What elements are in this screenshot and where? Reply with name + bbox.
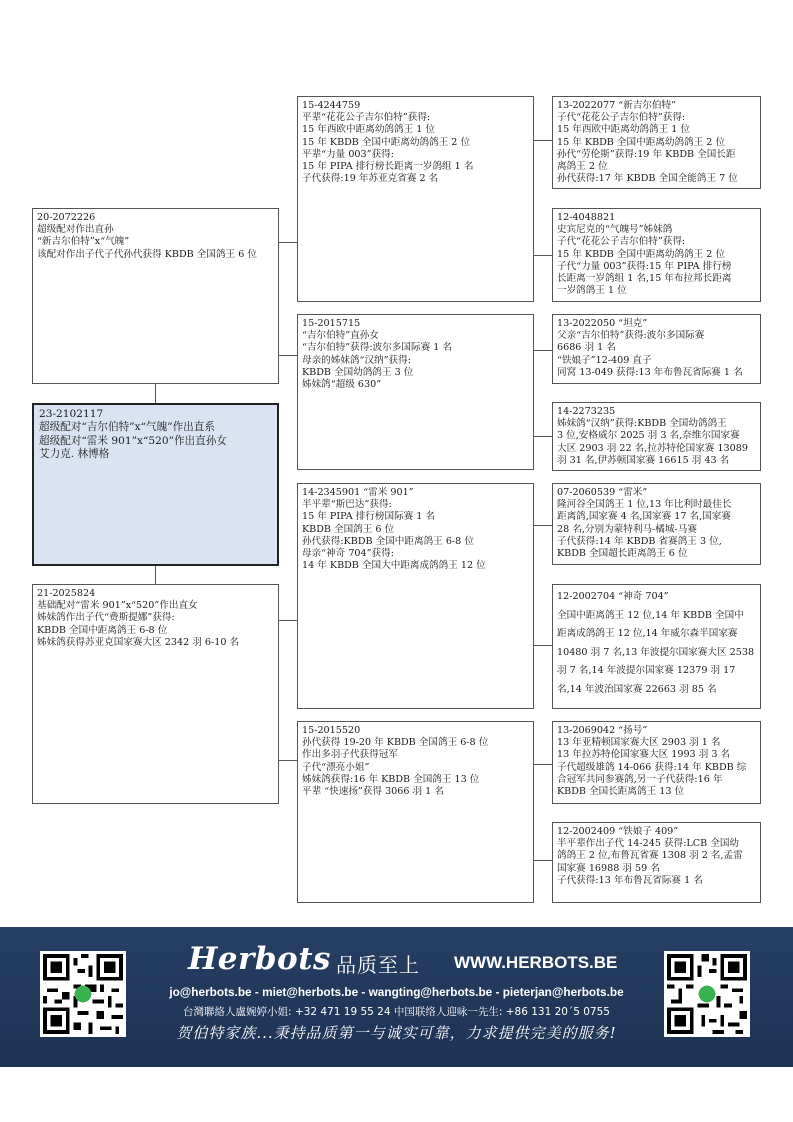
brand-header xyxy=(188,941,618,977)
dam-line: KBDB 全国中距离鸽王 6-8 位 xyxy=(37,624,168,636)
ggp2-line: 长距离一岁鸽组 1 名,15 年布拉邦长距离 xyxy=(557,273,732,285)
ggp2-line: 史宾尼克的“气魄号”姊妹鸽 xyxy=(557,224,673,236)
great-grandparent-box-2 xyxy=(552,208,761,302)
ggp2-line: 15 年 KBDB 全国中距离幼鸽鸽王 2 位 xyxy=(557,248,726,260)
connector-gp4-ggp8 xyxy=(533,860,552,861)
ggp4-line: 3 位,安格威尔 2025 羽 3 名,奈维尔国家赛 xyxy=(557,430,740,442)
ggp4-line: 羽 31 名,伊苏顿国家赛 16615 羽 43 名 xyxy=(557,454,730,466)
subject-ring-number: 23-2102117 xyxy=(39,408,104,420)
great-grandparent-box-6 xyxy=(552,584,761,709)
gp1-line: 15 年 KBDB 全国中距离幼鸽鸽王 2 位 xyxy=(302,136,471,148)
ggp2-line: 子代“力量 003”获得:15 年 PIPA 排行榜 xyxy=(557,260,732,272)
ggp5-line: 子代获得:14 年 KBDB 省赛鸽王 3 位, xyxy=(557,535,722,547)
ggp8-line: 半平辈作出子代 14-245 获得:LCB 全国幼 xyxy=(557,838,740,850)
grandparent-box-4 xyxy=(297,721,534,903)
connector-gp1-ggp2 xyxy=(533,255,552,256)
gp2-line: 姊妹鸽“超级 630” xyxy=(302,379,382,391)
ggp5-line: KBDB 全国超长距离鸽王 6 位 xyxy=(557,548,688,560)
ggp7-line: 13-2069042 “扬号” xyxy=(557,725,648,736)
connector-sire-gp2 xyxy=(278,355,297,356)
connector-subject-dam xyxy=(155,565,156,585)
ggp6-line: 12-2002704 “神奇 704” xyxy=(557,591,669,602)
herbots-logo: Herbots xyxy=(188,941,331,977)
connector-gp3-ggp6 xyxy=(533,645,552,646)
ggp8-line: 国家赛 16988 羽 59 名 xyxy=(557,862,660,874)
gp3-line: 15 年 PIPA 排行榜国际赛 1 名 xyxy=(302,511,436,523)
gp3-line: KBDB 全国鸽王 6 位 xyxy=(302,523,395,535)
ggp2-line: 一岁鸽鸽王 1 位 xyxy=(557,285,627,297)
gp3-line: 14-2345901 “雷米 901” xyxy=(302,487,414,498)
ggp6-line: 名,14 年波治国家赛 22663 羽 85 名 xyxy=(557,683,717,695)
gp4-line: 15-2015520 xyxy=(302,725,361,736)
connector-dam-gp4 xyxy=(278,760,297,761)
ggp3-line: 父亲“吉尔伯特”获得:波尔多国际赛 xyxy=(557,330,705,342)
ggp1-line: 孙代获得:17 年 KBDB 全国全能鸽王 7 位 xyxy=(557,173,738,185)
gp1-line: 15 年西欧中距离幼鸽鸽王 1 位 xyxy=(302,124,435,136)
ggp1-line: 孙代“劳伦斯”获得:19 年 KBDB 全国长距 xyxy=(557,148,736,160)
ggp8-line: 鸽鸽王 2 位,布鲁瓦省赛 1308 羽 2 名,孟雷 xyxy=(557,850,743,862)
gp1-line: 子代获得:19 年苏亚克省赛 2 名 xyxy=(302,173,439,185)
ggp7-line: 13 年亚精顿国家赛大区 2903 羽 1 名 xyxy=(557,737,721,749)
grandparent-box-2 xyxy=(297,314,534,470)
great-grandparent-box-1 xyxy=(552,96,761,189)
gp3-line: 半平辈“斯巴达”获得: xyxy=(302,499,392,511)
ggp6-line: 10480 羽 7 名,13 年波提尔国家赛大区 2538 xyxy=(557,646,755,658)
gp2-line: “吉尔伯特”直孙女 xyxy=(302,330,379,342)
ggp5-line: 距离鸽,国家赛 4 名,国家赛 17 名,国家赛 xyxy=(557,511,731,523)
sire-line: 超级配对作出直孙 xyxy=(37,224,114,236)
subject-breeder: 艾力克. 林博格 xyxy=(39,448,110,461)
ggp7-line: 13 年拉苏特伦国家赛大区 1993 羽 3 名 xyxy=(557,749,731,761)
connector-gp1-ggp1 xyxy=(533,140,552,141)
ggp2-line: 12-4048821 xyxy=(557,212,616,223)
ggp1-line: 15 年 KBDB 全国中距离幼鸽鸽王 2 位 xyxy=(557,136,726,148)
gp3-line: 孙代获得:KBDB 全国中距离鸽王 6-8 位 xyxy=(302,535,474,547)
connector-sire-gp1 xyxy=(278,242,297,243)
gp1-line: 15 年 PIPA 排行榜长距离一岁鸽组 1 名 xyxy=(302,161,474,173)
connector-dam-gp3 xyxy=(278,620,297,621)
subject-line: 超级配对“吉尔伯特”x“气魄”作出直系 xyxy=(39,421,215,434)
ggp5-line: 28 名,分别为蒙特利马-橘城-马赛 xyxy=(557,523,697,535)
sire-line: “新吉尔伯特”x“气魄” xyxy=(37,236,130,248)
ggp1-line: 15 年西欧中距离幼鸽鸽王 1 位 xyxy=(557,124,690,136)
great-grandparent-box-8 xyxy=(552,822,761,903)
dam-line: 姊妹鸽作出子代“费斯提娜”获得: xyxy=(37,612,175,624)
dam-line: 姊妹鸽获得苏亚克国家赛大区 2342 羽 6-10 名 xyxy=(37,636,240,648)
ggp1-line: 子代“花花公子吉尔伯特”获得: xyxy=(557,112,686,124)
dam-box xyxy=(32,584,279,804)
great-grandparent-box-4 xyxy=(552,402,761,471)
brand-tagline: 品质至上 xyxy=(336,953,420,977)
gp2-line: “吉尔伯特”获得:波尔多国际赛 1 名 xyxy=(302,342,452,354)
ggp3-line: 13-2022050 “坦克” xyxy=(557,318,648,329)
ggp4-line: 姊妹鸽“汉纳”获得:KBDB 全国幼鸽鸽王 xyxy=(557,418,727,430)
gp4-line: 子代“漂亮小姐” xyxy=(302,761,370,773)
great-grandparent-box-5 xyxy=(552,483,761,565)
ggp5-line: 隆河谷全国鸽王 1 位,13 年比利时最佳长 xyxy=(557,499,732,511)
gp3-line: 母亲“神奇 704”获得: xyxy=(302,548,394,560)
ggp6-line: 距离成鸽鸽王 12 位,14 年威尔森半国家赛 xyxy=(557,628,738,639)
ggp7-line: 子代超级雄鸽 14-066 获得:14 年 KBDB 综 xyxy=(557,761,747,773)
great-grandparent-box-7 xyxy=(552,721,761,804)
gp4-line: 姊妹鸽获得:16 年 KBDB 全国鸽王 13 位 xyxy=(302,773,480,785)
grandparent-box-3 xyxy=(297,483,534,709)
ggp8-line: 子代获得:13 年布鲁瓦省际赛 1 名 xyxy=(557,874,703,886)
ggp3-line: “铁娘子”12-409 直子 xyxy=(557,354,652,366)
footer-banner xyxy=(0,927,793,1067)
gp2-line: KBDB 全国幼鸽鸽王 3 位 xyxy=(302,366,414,378)
ggp4-line: 14-2273235 xyxy=(557,406,616,417)
ggp7-line: KBDB 全国长距离鸽王 13 位 xyxy=(557,786,685,798)
ggp2-line: 子代“花花公子吉尔伯特”获得: xyxy=(557,236,686,248)
ggp3-line: 6686 羽 1 名 xyxy=(557,342,616,354)
family-slogan: 贺伯特家族...秉持品质第一与诚实可靠，力求提供完美的服务! xyxy=(176,1024,617,1042)
website-link[interactable]: WWW.HERBOTS.BE xyxy=(454,953,618,972)
gp2-line: 母亲的姊妹鸽“汉纳”获得: xyxy=(302,354,411,366)
subject-line: 超级配对“雷米 901”x“520”作出直孙女 xyxy=(39,434,227,447)
ggp5-line: 07-2060539 “雷米” xyxy=(557,487,648,498)
connector-gp3-ggp5 xyxy=(533,525,552,526)
gp4-line: 孙代获得 19-20 年 KBDB 全国鸽王 6-8 位 xyxy=(302,737,489,749)
subject-box xyxy=(32,403,279,566)
gp1-line: 平辈“力量 003”获得: xyxy=(302,148,394,160)
sire-line: 20-2072226 xyxy=(37,212,96,223)
ggp1-line: 离鸽王 2 位 xyxy=(557,161,608,173)
qr-code-right-icon[interactable] xyxy=(664,951,750,1037)
ggp3-line: 同窝 13-049 获得:13 年布鲁瓦省际赛 1 名 xyxy=(557,366,743,378)
dam-line: 基础配对“雷米 901”x“520”作出直女 xyxy=(37,600,198,612)
ggp1-line: 13-2022077 “新吉尔伯特” xyxy=(557,100,677,111)
email-addresses[interactable]: jo@herbots.be - miet@herbots.be - wangting@herbots.be - pieterjan@herbots.be xyxy=(169,985,624,999)
connector-gp2-ggp4 xyxy=(533,436,552,437)
gp2-line: 15-2015715 xyxy=(302,318,361,329)
gp4-line: 平辈 “快速扬”获得 3066 羽 1 名 xyxy=(302,786,444,798)
contact-phones: 台灣聯絡人盧婉婷小姐: +32 471 19 55 24 中国联络人迎咏一先生: +86 131 20´5 0755 xyxy=(183,1006,610,1018)
connector-subject-sire xyxy=(155,383,156,404)
sire-box xyxy=(32,208,279,384)
great-grandparent-box-3 xyxy=(552,314,761,384)
gp3-line: 14 年 KBDB 全国大中距离成鸽鸽王 12 位 xyxy=(302,560,486,572)
sire-line: 该配对作出子代子代孙代获得 KBDB 全国鸽王 6 位 xyxy=(37,248,257,260)
gp1-line: 平辈“花花公子吉尔伯特”获得: xyxy=(302,112,431,124)
ggp7-line: 合冠军共同参赛鸽,另一子代获得:16 年 xyxy=(557,773,723,785)
gp4-line: 作出多羽子代获得冠军 xyxy=(302,749,398,761)
ggp8-line: 12-2002409 “铁娘子 409” xyxy=(557,826,679,837)
ggp6-line: 羽 7 名,14 年波提尔国家赛 12379 羽 17 xyxy=(557,665,736,676)
connector-gp2-ggp3 xyxy=(533,350,552,351)
connector-gp4-ggp7 xyxy=(533,764,552,765)
ggp4-line: 大区 2903 羽 22 名,拉苏特伦国家赛 13089 xyxy=(557,442,748,454)
dam-line: 21-2025824 xyxy=(37,588,96,599)
grandparent-box-1 xyxy=(297,96,534,302)
ggp6-line: 全国中距离鸽王 12 位,14 年 KBDB 全国中 xyxy=(557,609,744,621)
gp1-line: 15-4244759 xyxy=(302,100,361,111)
